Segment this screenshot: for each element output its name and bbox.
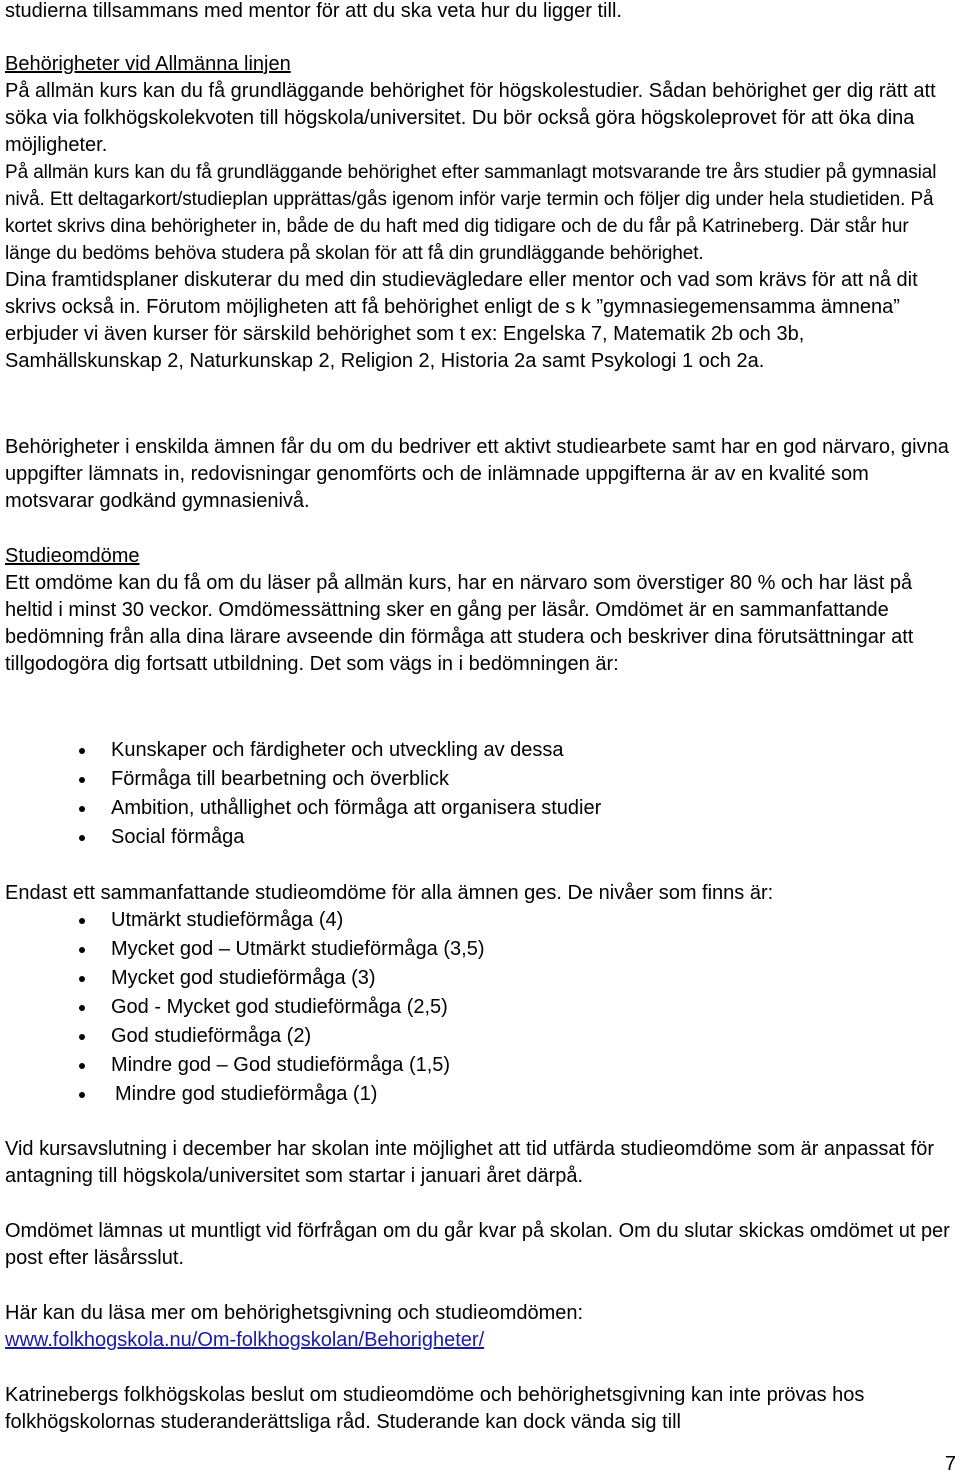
section-omdome — [5, 543, 957, 678]
more-info — [5, 1300, 957, 1354]
section-body: På allmän kurs kan du få grundläggande behörighet för högskolestudier. Sådan behörighet ger dig rätt att söka via folkhögskolekvoten till högskola/universitet. Du bör också göra högskoleprovet för att öka dina möjligheter. — [5, 80, 936, 156]
intro-paragraph: studierna tillsammans med mentor för att du ska veta hur du ligger till. — [5, 0, 622, 22]
list-item: God - Mycket god studieförmåga (2,5) — [5, 993, 957, 1022]
page-number: 7 — [944, 1453, 956, 1475]
final-paragraph: Katrinebergs folkhögskolas beslut om studieomdöme och behörighetsgivning kan inte prövas hos folkhögskolornas studeranderättsliga råd. Studerande kan dock vända sig till — [5, 1384, 865, 1433]
assessment-list — [5, 736, 957, 852]
list-item: Mycket god studieförmåga (3) — [5, 964, 957, 993]
list-item: Mycket god – Utmärkt studieförmåga (3,5) — [5, 935, 957, 964]
behorigheter-link[interactable]: www.folkhogskola.nu/Om-folkhogskolan/Behorigheter/ — [5, 1329, 485, 1351]
list-item: Mindre god – God studieförmåga (1,5) — [5, 1051, 957, 1080]
section-title: Behörigheter vid Allmänna linjen — [5, 53, 291, 75]
list-item: God studieförmåga (2) — [5, 1022, 957, 1051]
section-title: Studieomdöme — [5, 545, 140, 567]
enskilda-paragraph: Behörigheter i enskilda ämnen får du om du bedriver ett aktivt studiearbete samt har en god närvaro, givna uppgifter lämnats in, redovisningar genomförts och de inlämnade uppgifterna är av en kvalité som motsvarar godkänd gymnasienivå. — [5, 436, 949, 512]
section-body-tail: Dina framtidsplaner diskuterar du med din studievägledare eller mentor och vad som krävs för att nå dit skrivs också in. Förutom möjligheten att få behörighet enligt de s k ”gymnasiegemensamma ämnena” erbjuder vi även kurser för särskild behörighet som t ex: Engelska 7, Matematik 2b och 3b, Samhällskunskap 2, Naturkunskap 2, Religion 2, Historia 2a samt Psykologi 1 och 2a. — [5, 269, 918, 372]
list-item: Mindre god studieförmåga (1) — [5, 1080, 957, 1109]
levels-intro: Endast ett sammanfattande studieomdöme för alla ämnen ges. De nivåer som finns är: — [5, 882, 774, 904]
section-body-dense: På allmän kurs kan du få grundläggande behörighet efter sammanlagt motsvarande tre års studier på gymnasial nivå. Ett deltagarkort/studieplan upprättas/gås igenom inför varje termin och följer dig under hela studietiden. På kortet skrivs dina behörigheter in, både de du haft med dig tidigare och de du får på Katrineberg. Där står hur länge du bedöms behöva studera på skolan för att få din grundläggande behörighet. — [5, 162, 937, 264]
list-item: Social förmåga — [5, 823, 957, 852]
section-body: Ett omdöme kan du få om du läser på allmän kurs, har en närvaro som överstiger 80 % och har läst på heltid i minst 30 veckor. Omdömessättning sker en gång per läsår. Omdömet är en sammanfattande bedömning från alla dina lärare avseende din förmåga att studera och beskriver dina förutsättningar att tillgodogöra dig fortsatt utbildning. Det som vägs in i bedömningen är: — [5, 572, 914, 675]
list-item: Förmåga till bearbetning och överblick — [5, 765, 957, 794]
list-item: Ambition, uthållighet och förmåga att organisera studier — [5, 794, 957, 823]
list-item: Kunskaper och färdigheter och utveckling av dessa — [5, 736, 957, 765]
section-allman — [5, 51, 957, 375]
list-item: Utmärkt studieförmåga (4) — [5, 906, 957, 935]
more-info-text: Här kan du läsa mer om behörighetsgivning och studieomdömen: — [5, 1302, 584, 1324]
levels-list — [5, 906, 957, 1109]
december-paragraph: Vid kursavslutning i december har skolan inte möjlighet att tid utfärda studieomdöme som är anpassat för antagning till högskola/universitet som startar i januari året därpå. — [5, 1138, 935, 1187]
muntligt-paragraph: Omdömet lämnas ut muntligt vid förfrågan om du går kvar på skolan. Om du slutar skickas omdömet ut per post efter läsårsslut. — [5, 1220, 950, 1269]
